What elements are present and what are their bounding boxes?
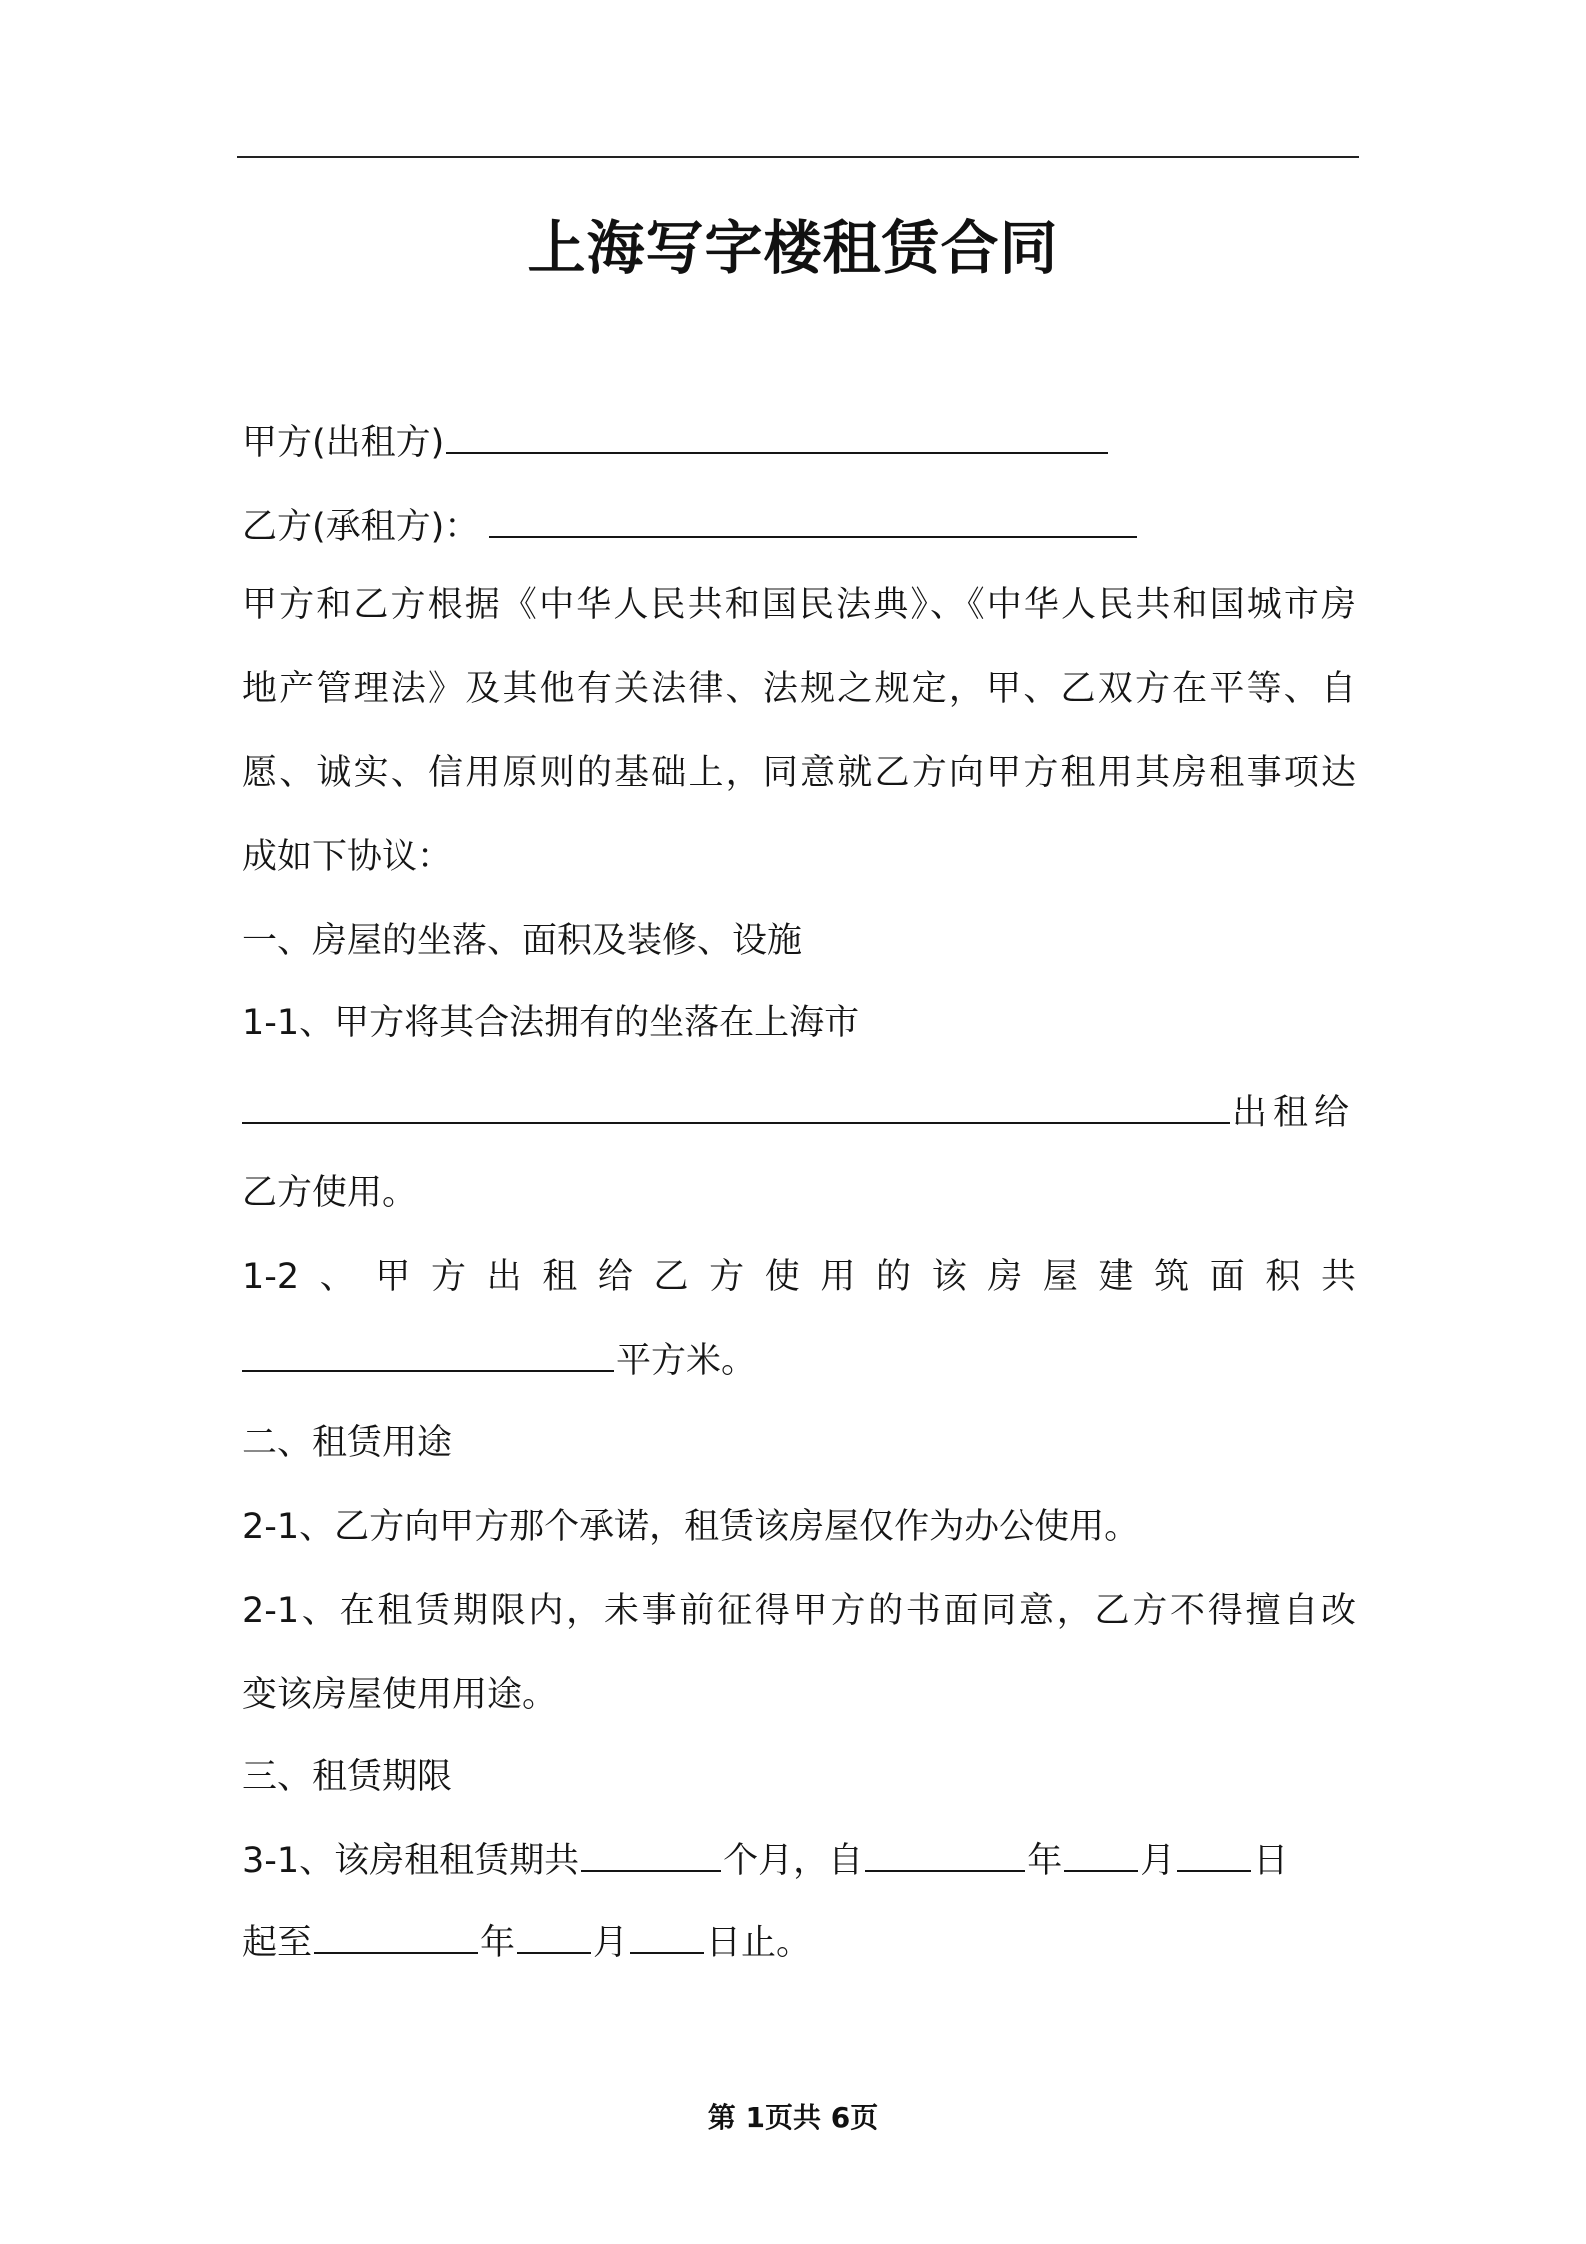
section-2-heading: 二、租赁用途	[242, 1423, 453, 1463]
start-month-blank[interactable]	[1064, 1836, 1138, 1872]
section-1-heading: 一、房屋的坐落、面积及装修、设施	[242, 921, 803, 961]
clause-3-1-line-1	[242, 1836, 1288, 1886]
end-year-blank[interactable]	[314, 1918, 478, 1954]
clause-3-1-end: 日止。	[706, 1923, 812, 1963]
party-b-blank[interactable]	[489, 502, 1137, 538]
party-a-blank[interactable]	[446, 418, 1108, 454]
start-day-label: 日	[1253, 1841, 1289, 1881]
start-year-blank[interactable]	[865, 1836, 1025, 1872]
clause-1-1-tail: 出租给	[1232, 1093, 1356, 1133]
preamble-line-3: 愿、诚实、信用原则的基础上，同意就乙方向甲方租用其房租事项达	[242, 753, 1356, 793]
clause-3-1-prefix: 3-1、该房租租赁期共	[242, 1841, 580, 1881]
preamble-line-2: 地产管理法》及其他有关法律、法规之规定，甲、乙双方在平等、自	[242, 669, 1356, 709]
document-title: 上海写字楼租赁合同	[527, 214, 1059, 282]
clause-2-1b-line-2: 变该房屋使用用途。	[242, 1675, 558, 1715]
end-month-blank[interactable]	[517, 1918, 591, 1954]
clause-1-1: 1-1、甲方将其合法拥有的坐落在上海市	[242, 1003, 860, 1043]
area-blank[interactable]	[242, 1336, 614, 1372]
preamble-line-4: 成如下协议：	[242, 837, 453, 877]
clause-1-2-continuation	[242, 1336, 756, 1386]
clause-2-1b-line-1: 2-1、在租赁期限内，未事前征得甲方的书面同意，乙方不得擅自改	[242, 1591, 1356, 1631]
clause-2-1a: 2-1、乙方向甲方那个承诺，租赁该房屋仅作为办公使用。	[242, 1507, 1140, 1547]
location-blank[interactable]	[242, 1088, 1230, 1124]
end-month-label: 月	[593, 1923, 629, 1963]
end-day-blank[interactable]	[630, 1918, 704, 1954]
clause-3-1-to: 起至	[242, 1923, 313, 1963]
party-a-label: 甲方(出租方)	[242, 423, 445, 463]
party-b-label: 乙方(承租方)：	[242, 507, 480, 547]
clause-3-1-mid: 个月，自	[723, 1841, 864, 1881]
clause-1-1-continuation	[242, 1088, 1356, 1138]
start-year-label: 年	[1027, 1841, 1063, 1881]
end-year-label: 年	[480, 1923, 516, 1963]
section-3-heading: 三、租赁期限	[242, 1757, 453, 1797]
term-months-blank[interactable]	[581, 1836, 721, 1872]
start-month-label: 月	[1140, 1841, 1176, 1881]
party-b-line	[242, 502, 1139, 552]
start-day-blank[interactable]	[1177, 1836, 1251, 1872]
party-a-line	[242, 418, 1110, 468]
header-divider	[237, 156, 1359, 158]
page-indicator: 第 1页共 6页	[707, 2101, 879, 2134]
clause-1-2-tail: 平方米。	[616, 1341, 757, 1381]
preamble-line-1: 甲方和乙方根据《中华人民共和国民法典》、《中华人民共和国城市房	[242, 585, 1356, 625]
clause-3-1-line-2	[242, 1918, 811, 1968]
clause-1-2: 1-2、甲方出租给乙方使用的该房屋建筑面积共	[242, 1257, 1356, 1297]
clause-1-1-end: 乙方使用。	[242, 1173, 418, 1213]
